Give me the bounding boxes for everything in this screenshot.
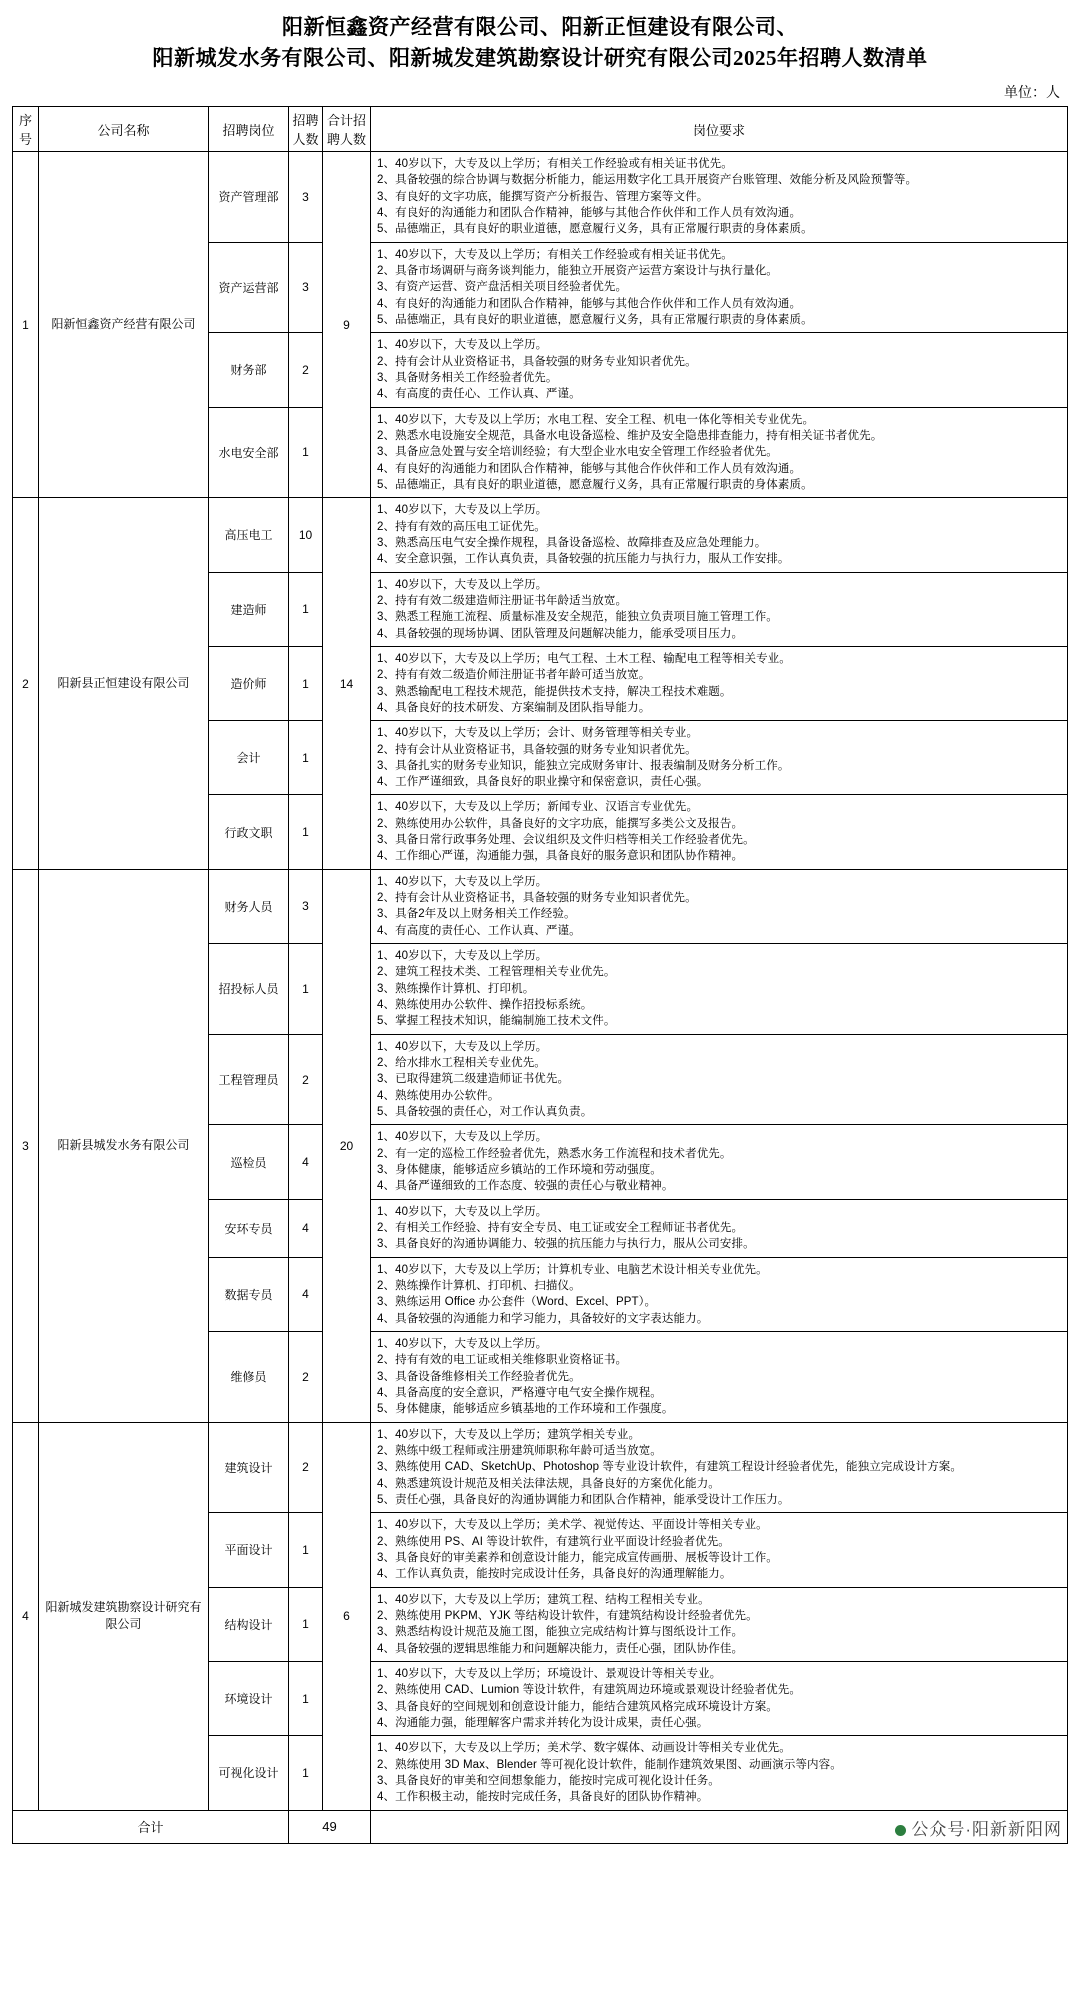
- post-headcount: 1: [289, 1587, 323, 1661]
- requirement-line: 4、具备较强的逻辑思维能力和问题解决能力，责任心强，团队协作佳。: [377, 1642, 744, 1655]
- post-headcount: 10: [289, 498, 323, 572]
- post-headcount: 2: [289, 1332, 323, 1423]
- requirement-line: 2、持有有效二级建造师注册证书年龄适当放宽。: [377, 594, 628, 607]
- requirement-line: 4、有良好的沟通能力和团队合作精神，能够与其他合作伙伴和工作人员有效沟通。: [377, 297, 802, 310]
- requirement-line: 5、具备较强的责任心，对工作认真负责。: [377, 1106, 593, 1119]
- requirement-line: 2、持有会计从业资格证书，具备较强的财务专业知识者优先。: [377, 892, 697, 905]
- requirement-line: 2、熟练操作计算机、打印机、扫描仪。: [377, 1280, 581, 1293]
- post-name: 造价师: [209, 646, 289, 720]
- requirement-line: 2、熟练使用办公软件，具备良好的文字功底，能撰写多类公文及报告。: [377, 817, 744, 830]
- requirement-line: 3、具备良好的沟通协调能力、较强的抗压能力与执行力，服从公司安排。: [377, 1238, 755, 1251]
- requirement-line: 4、有高度的责任心、工作认真、严谨。: [377, 924, 581, 937]
- requirement-line: 4、有良好的沟通能力和团队合作精神，能够与其他合作伙伴和工作人员有效沟通。: [377, 206, 802, 219]
- requirement-line: 4、有高度的责任心、工作认真、严谨。: [377, 388, 581, 401]
- requirement-line: 1、40岁以下，大专及以上学历；美术学、视觉传达、平面设计等相关专业。: [377, 1519, 768, 1532]
- requirement-line: 2、具备较强的综合协调与数据分析能力，能运用数字化工具开展资产台账管理、效能分析及风险预警等。: [377, 174, 918, 187]
- requirement-line: 1、40岁以下，大专及以上学历；建筑学相关专业。: [377, 1428, 641, 1441]
- requirement-line: 5、品德端正，具有良好的职业道德，愿意履行义务，具有正常履行职责的身体素质。: [377, 478, 813, 491]
- recruitment-table: [12, 106, 1068, 1844]
- post-name: 高压电工: [209, 498, 289, 572]
- requirement-line: 1、40岁以下，大专及以上学历。: [377, 875, 548, 888]
- company-name: 阳新县正恒建设有限公司: [39, 498, 209, 870]
- post-headcount: 1: [289, 1513, 323, 1587]
- requirement-line: 3、具备设备维修相关工作经验者优先。: [377, 1370, 581, 1383]
- requirement-line: 2、给水排水工程相关专业优先。: [377, 1057, 546, 1070]
- post-name: 维修员: [209, 1332, 289, 1423]
- post-requirements: [371, 1422, 1068, 1513]
- company-name: 阳新城发建筑勘察设计研究有限公司: [39, 1422, 209, 1810]
- requirement-line: 2、熟练使用 PKPM、YJK 等结构设计软件，有建筑结构设计经验者优先。: [377, 1609, 758, 1622]
- post-name: 会计: [209, 721, 289, 795]
- requirement-line: 4、具备严谨细致的工作态度、较强的责任心与敬业精神。: [377, 1180, 674, 1193]
- requirement-line: 4、有良好的沟通能力和团队合作精神，能够与其他合作伙伴和工作人员有效沟通。: [377, 462, 802, 475]
- post-requirements: [371, 1199, 1068, 1257]
- requirement-line: 3、具备2年及以上财务相关工作经验。: [377, 908, 576, 921]
- group-total: 6: [323, 1422, 371, 1810]
- post-name: 结构设计: [209, 1587, 289, 1661]
- post-name: 可视化设计: [209, 1736, 289, 1810]
- header-num: 招聘人数: [289, 107, 323, 152]
- requirement-line: 5、品德端正，具有良好的职业道德，愿意履行义务，具有正常履行职责的身体素质。: [377, 223, 813, 236]
- requirement-line: 1、40岁以下，大专及以上学历。: [377, 339, 548, 352]
- requirement-line: 3、已取得建筑二级建造师证书优先。: [377, 1073, 570, 1086]
- requirement-line: 4、熟练使用办公软件、操作招投标系统。: [377, 999, 593, 1012]
- post-headcount: 2: [289, 1034, 323, 1125]
- watermark-dot-icon: [895, 1825, 906, 1836]
- post-headcount: 1: [289, 407, 323, 498]
- post-headcount: 4: [289, 1257, 323, 1331]
- requirement-line: 3、有资产运营、资产盘活相关项目经验者优先。: [377, 281, 628, 294]
- post-name: 巡检员: [209, 1125, 289, 1199]
- post-headcount: 1: [289, 795, 323, 869]
- footer-label: 合计: [13, 1810, 289, 1843]
- post-headcount: 2: [289, 333, 323, 407]
- post-headcount: 1: [289, 721, 323, 795]
- requirement-line: 4、具备高度的安全意识，严格遵守电气安全操作规程。: [377, 1386, 662, 1399]
- requirement-line: 3、熟悉结构设计规范及施工图，能独立完成结构计算与图纸设计工作。: [377, 1626, 744, 1639]
- requirement-line: 1、40岁以下，大专及以上学历；有相关工作经验或有相关证书优先。: [377, 248, 733, 261]
- post-name: 财务人员: [209, 869, 289, 943]
- requirement-line: 5、责任心强，具备良好的沟通协调能力和团队合作精神，能承受设计工作压力。: [377, 1493, 790, 1506]
- requirement-line: 1、40岁以下，大专及以上学历；有相关工作经验或有相关证书优先。: [377, 158, 733, 170]
- page-title-line1: 阳新恒鑫资产经营有限公司、阳新正恒建设有限公司、: [282, 15, 798, 39]
- requirement-line: 1、40岁以下，大专及以上学历；会计、财务管理等相关专业。: [377, 727, 699, 740]
- requirement-line: 4、安全意识强，工作认真负责，具备较强的抗压能力与执行力，服从工作安排。: [377, 553, 790, 566]
- post-headcount: 4: [289, 1199, 323, 1257]
- requirement-line: 1、40岁以下，大专及以上学历；计算机专业、电脑艺术设计相关专业优先。: [377, 1263, 768, 1276]
- table-row: [13, 869, 1068, 943]
- post-name: 资产运营部: [209, 242, 289, 333]
- requirement-line: 4、工作认真负责，能按时完成设计任务，具备良好的沟通理解能力。: [377, 1568, 732, 1581]
- post-requirements: [371, 242, 1068, 333]
- requirement-line: 1、40岁以下，大专及以上学历；电气工程、土木工程、输配电工程等相关专业。: [377, 652, 791, 665]
- header-total: 合计招聘人数: [323, 107, 371, 152]
- post-headcount: 1: [289, 1736, 323, 1810]
- requirement-line: 4、具备较强的现场协调、团队管理及问题解决能力，能承受项目压力。: [377, 627, 744, 640]
- post-headcount: 1: [289, 646, 323, 720]
- company-name: 阳新恒鑫资产经营有限公司: [39, 152, 209, 498]
- requirement-line: 2、持有有效的高压电工证优先。: [377, 520, 546, 533]
- header-index: 序号: [13, 107, 39, 152]
- post-requirements: [371, 795, 1068, 869]
- requirement-line: 1、40岁以下，大专及以上学历。: [377, 578, 548, 591]
- requirement-line: 1、40岁以下，大专及以上学历。: [377, 1040, 548, 1053]
- requirement-line: 4、熟练使用办公软件。: [377, 1089, 500, 1102]
- requirement-line: 1、40岁以下，大专及以上学历；建筑工程、结构工程相关专业。: [377, 1593, 710, 1606]
- requirement-line: 3、熟练运用 Office 办公套件（Word、Excel、PPT）。: [377, 1296, 657, 1309]
- requirement-line: 3、身体健康，能够适应乡镇站的工作环境和劳动强度。: [377, 1164, 662, 1177]
- requirement-line: 1、40岁以下，大专及以上学历。: [377, 1205, 548, 1218]
- post-name: 水电安全部: [209, 407, 289, 498]
- requirement-line: 2、熟练中级工程师或注册建筑师职称年龄可适当放宽。: [377, 1444, 662, 1457]
- requirement-line: 3、熟练使用 CAD、SketchUp、Photoshop 等专业设计软件，有建筑工程设计经验者优先，能独立完成设计方案。: [377, 1461, 963, 1474]
- requirement-line: 1、40岁以下，大专及以上学历；环境设计、景观设计等相关专业。: [377, 1667, 722, 1680]
- post-requirements: [371, 1332, 1068, 1423]
- requirement-line: 2、具备市场调研与商务谈判能力，能独立开展资产运营方案设计与执行量化。: [377, 264, 778, 277]
- post-requirements: [371, 1125, 1068, 1199]
- requirement-line: 5、身体健康，能够适应乡镇基地的工作环境和工作强度。: [377, 1403, 674, 1416]
- post-headcount: 3: [289, 869, 323, 943]
- watermark: [895, 1815, 1062, 1840]
- unit-label: 单位：人: [1004, 86, 1060, 101]
- post-name: 资产管理部: [209, 152, 289, 243]
- watermark-text: 公众号·阳新新阳网: [911, 1819, 1062, 1839]
- requirement-line: 3、熟悉工程施工流程、质量标准及安全规范，能独立负责项目施工管理工作。: [377, 611, 778, 624]
- requirement-line: 2、有相关工作经验、持有安全专员、电工证或安全工程师证书者优先。: [377, 1222, 744, 1235]
- page-title-line2: 阳新城发水务有限公司、阳新城发建筑勘察设计研究有限公司2025年招聘人数清单: [152, 46, 928, 70]
- group-total: 20: [323, 869, 371, 1422]
- post-headcount: 1: [289, 944, 323, 1035]
- requirement-line: 3、具备日常行政事务处理、会议组织及文件归档等相关工作经验者优先。: [377, 834, 755, 847]
- post-requirements: [371, 646, 1068, 720]
- requirement-line: 4、工作细心严谨，沟通能力强，具备良好的服务意识和团队协作精神。: [377, 850, 744, 863]
- requirement-line: 4、工作严谨细致，具备良好的职业操守和保密意识，责任心强。: [377, 776, 709, 789]
- requirement-line: 2、熟练使用 CAD、Lumion 等设计软件，有建筑周边环境或景观设计经验者优先。: [377, 1684, 801, 1697]
- requirement-line: 2、持有有效二级造价师注册证书者年龄可适当放宽。: [377, 669, 651, 682]
- row-index: 3: [13, 869, 39, 1422]
- requirement-line: 3、具备良好的审美和空间想象能力，能按时完成可视化设计任务。: [377, 1774, 720, 1787]
- requirement-line: 2、有一定的巡检工作经验者优先，熟悉水务工作流程和技术者优先。: [377, 1147, 732, 1160]
- page-title: [12, 8, 1068, 76]
- post-name: 环境设计: [209, 1661, 289, 1735]
- requirement-line: 2、熟悉水电设施安全规范，具备水电设备巡检、维护及安全隐患排查能力，持有相关证书者优先。: [377, 429, 883, 442]
- footer-value: 49: [289, 1810, 371, 1843]
- requirement-line: 5、掌握工程技术知识，能编制施工技术文件。: [377, 1015, 616, 1028]
- requirement-line: 3、具备财务相关工作经验者优先。: [377, 371, 558, 384]
- requirement-line: 3、具备应急处置与安全培训经验；有大型企业水电安全管理工作经验者优先。: [377, 446, 778, 459]
- requirement-line: 3、具备良好的审美素养和创意设计能力，能完成宣传画册、展板等设计工作。: [377, 1551, 778, 1564]
- table-row: [13, 152, 1068, 243]
- table-header-row: [13, 107, 1068, 152]
- requirement-line: 2、建筑工程技术类、工程管理相关专业优先。: [377, 966, 616, 979]
- row-index: 1: [13, 152, 39, 498]
- row-index: 2: [13, 498, 39, 870]
- requirement-line: 3、有良好的文字功底，能撰写资产分析报告、管理方案等文件。: [377, 190, 709, 203]
- header-requirements: 岗位要求: [371, 107, 1068, 152]
- requirement-line: 1、40岁以下，大专及以上学历。: [377, 1131, 548, 1144]
- post-name: 建筑设计: [209, 1422, 289, 1513]
- requirement-line: 4、具备良好的技术研发、方案编制及团队指导能力。: [377, 701, 651, 714]
- post-requirements: [371, 1257, 1068, 1331]
- post-name: 建造师: [209, 572, 289, 646]
- post-headcount: 1: [289, 572, 323, 646]
- requirement-line: 5、品德端正，具有良好的职业道德，愿意履行义务，具有正常履行职责的身体素质。: [377, 313, 813, 326]
- requirement-line: 4、具备较强的沟通能力和学习能力，具备较好的文字表达能力。: [377, 1312, 709, 1325]
- requirement-line: 3、熟悉输配电工程技术规范，能提供技术支持，解决工程技术难题。: [377, 685, 732, 698]
- post-requirements: [371, 1587, 1068, 1661]
- requirement-line: 4、熟悉建筑设计规范及相关法律法规，具备良好的方案优化能力。: [377, 1477, 720, 1490]
- requirement-line: 3、具备良好的空间规划和创意设计能力，能结合建筑风格完成环境设计方案。: [377, 1700, 778, 1713]
- post-requirements: [371, 721, 1068, 795]
- row-index: 4: [13, 1422, 39, 1810]
- post-name: 平面设计: [209, 1513, 289, 1587]
- requirement-line: 2、持有有效的电工证或相关维修职业资格证书。: [377, 1354, 628, 1367]
- post-headcount: 1: [289, 1661, 323, 1735]
- requirement-line: 1、40岁以下，大专及以上学历。: [377, 504, 548, 517]
- post-requirements: [371, 1513, 1068, 1587]
- post-requirements: [371, 498, 1068, 572]
- requirement-line: 2、持有会计从业资格证书，具备较强的财务专业知识者优先。: [377, 355, 697, 368]
- post-headcount: 3: [289, 152, 323, 243]
- post-requirements: [371, 572, 1068, 646]
- post-name: 数据专员: [209, 1257, 289, 1331]
- requirement-line: 2、熟练使用 3D Max、Blender 等可视化设计软件，能制作建筑效果图、动画演示等内容。: [377, 1758, 842, 1771]
- post-name: 财务部: [209, 333, 289, 407]
- header-post: 招聘岗位: [209, 107, 289, 152]
- requirement-line: 1、40岁以下，大专及以上学历；美术学、数字媒体、动画设计等相关专业优先。: [377, 1742, 791, 1755]
- table-body: [13, 152, 1068, 1811]
- requirement-line: 4、工作积极主动，能按时完成任务，具备良好的团队协作精神。: [377, 1791, 709, 1804]
- requirement-line: 3、熟悉高压电气安全操作规程，具备设备巡检、故障排查及应急处理能力。: [377, 536, 767, 549]
- post-name: 招投标人员: [209, 944, 289, 1035]
- requirement-line: 1、40岁以下，大专及以上学历。: [377, 950, 548, 963]
- company-name: 阳新县城发水务有限公司: [39, 869, 209, 1422]
- requirement-line: 3、具备扎实的财务专业知识，能独立完成财务审计、报表编制及财务分析工作。: [377, 759, 790, 772]
- header-company: 公司名称: [39, 107, 209, 152]
- table-row: [13, 498, 1068, 572]
- requirement-line: 1、40岁以下，大专及以上学历；水电工程、安全工程、机电一体化等相关专业优先。: [377, 413, 815, 426]
- post-requirements: [371, 869, 1068, 943]
- post-requirements: [371, 1661, 1068, 1735]
- table-row: [13, 1422, 1068, 1513]
- post-requirements: [371, 944, 1068, 1035]
- post-requirements: [371, 1034, 1068, 1125]
- requirement-line: 3、熟练操作计算机、打印机。: [377, 982, 535, 995]
- requirement-line: 1、40岁以下，大专及以上学历；新闻专业、汉语言专业优先。: [377, 801, 699, 814]
- group-total: 9: [323, 152, 371, 498]
- requirement-line: 4、沟通能力强，能理解客户需求并转化为设计成果，责任心强。: [377, 1716, 709, 1729]
- group-total: 14: [323, 498, 371, 870]
- requirement-line: 2、持有会计从业资格证书，具备较强的财务专业知识者优先。: [377, 743, 697, 756]
- post-headcount: 2: [289, 1422, 323, 1513]
- requirement-line: 2、熟练使用 PS、AI 等设计软件，有建筑行业平面设计经验者优先。: [377, 1535, 730, 1548]
- post-name: 工程管理员: [209, 1034, 289, 1125]
- post-headcount: 4: [289, 1125, 323, 1199]
- post-requirements: [371, 1736, 1068, 1810]
- post-headcount: 3: [289, 242, 323, 333]
- post-name: 安环专员: [209, 1199, 289, 1257]
- post-name: 行政文职: [209, 795, 289, 869]
- post-requirements: [371, 407, 1068, 498]
- post-requirements: [371, 152, 1068, 243]
- requirement-line: 1、40岁以下，大专及以上学历。: [377, 1338, 548, 1350]
- post-requirements: [371, 333, 1068, 407]
